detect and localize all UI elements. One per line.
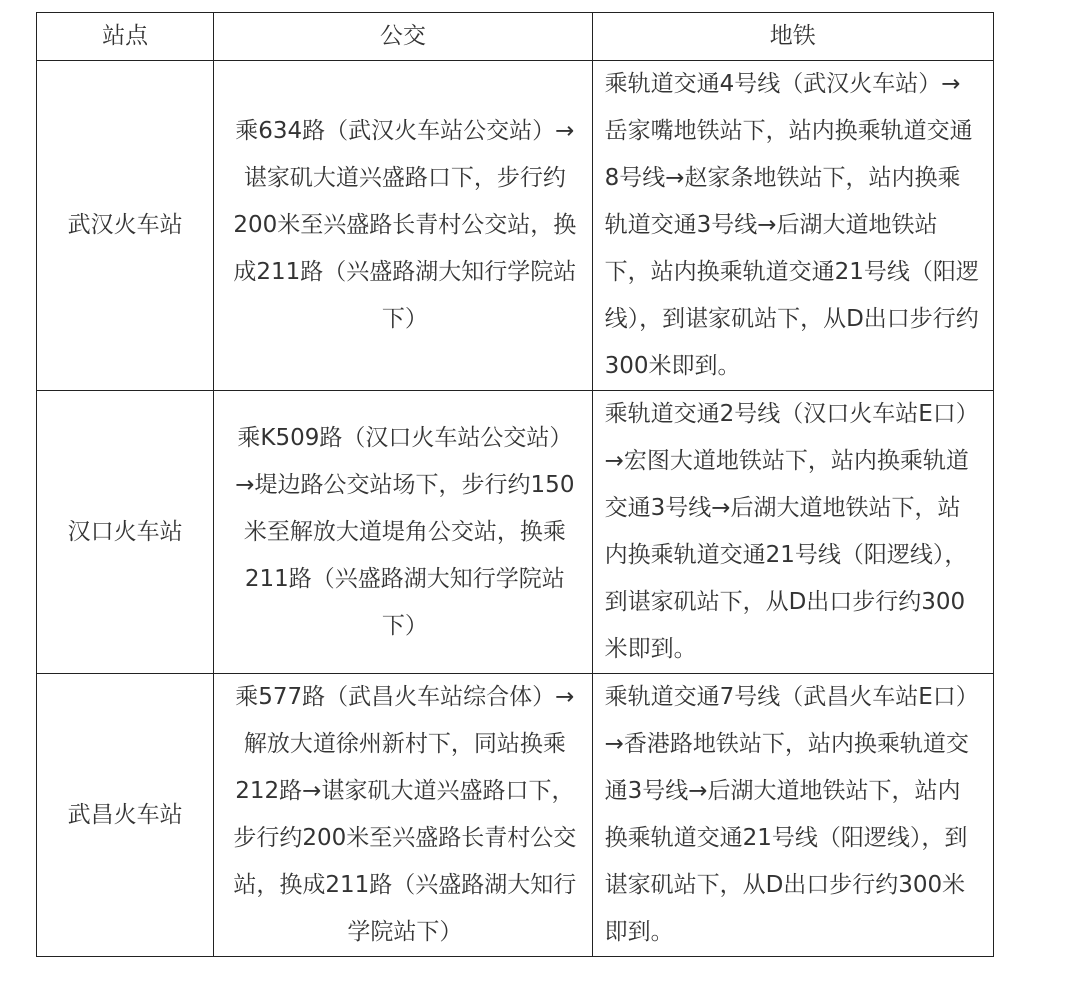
table-row xyxy=(37,61,994,391)
route-table xyxy=(36,12,994,957)
bus-route-text: 乘K509路（汉口火车站公交站）→堤边路公交站场下，步行约150米至解放大道堤角公交站，换乘211路（兴盛路湖大知行学院站下） xyxy=(235,424,575,639)
metro-route-cell xyxy=(592,674,993,957)
metro-route-cell xyxy=(592,61,993,391)
metro-route-cell xyxy=(592,391,993,674)
bus-route-cell xyxy=(214,391,592,674)
station-name: 武昌火车站 xyxy=(67,801,183,828)
metro-route-text: 乘轨道交通2号线（汉口火车站E口）→宏图大道地铁站下，站内换乘轨道交通3号线→后湖大道地铁站下，站内换乘轨道交通21号线（阳逻线），到谌家矶站下，从D出口步行约300米即到。 xyxy=(604,401,979,662)
station-cell xyxy=(37,61,214,391)
bus-route-text: 乘577路（武昌火车站综合体）→解放大道徐州新村下，同站换乘212路→谌家矶大道兴盛路口下，步行约200米至兴盛路长青村公交站，换成211路（兴盛路湖大知行学院站下） xyxy=(233,684,577,945)
bus-route-text: 乘634路（武汉火车站公交站）→ 谌家矶大道兴盛路口下，步行约200米至兴盛路长青村公交站，换成211路（兴盛路湖大知行学院站下） xyxy=(233,118,577,332)
bus-route-cell xyxy=(214,674,592,957)
bus-route-cell xyxy=(214,61,592,391)
header-bus: 公交 xyxy=(214,13,592,61)
metro-route-text: 乘轨道交通7号线（武昌火车站E口）→香港路地铁站下，站内换乘轨道交通3号线→后湖大道地铁站下，站内换乘轨道交通21号线（阳逻线），到谌家矶站下，从D出口步行约300米即到。 xyxy=(604,684,979,945)
station-name: 武汉火车站 xyxy=(67,212,183,238)
station-cell xyxy=(37,391,214,674)
metro-route-text: 乘轨道交通4号线（武汉火车站）→岳家嘴地铁站下，站内换乘轨道交通8号线→赵家条地铁站下，站内换乘轨道交通3号线→后湖大道地铁站下，站内换乘轨道交通21号线（阳逻线），到谌家矶站下，从D出口步行约300米即到。 xyxy=(604,71,979,379)
table-header xyxy=(37,13,994,61)
table-row xyxy=(37,674,994,957)
station-cell xyxy=(37,674,214,957)
station-name: 汉口火车站 xyxy=(67,518,183,545)
table-body xyxy=(37,61,994,957)
header-metro: 地铁 xyxy=(592,13,993,61)
header-station: 站点 xyxy=(37,13,214,61)
table-row xyxy=(37,391,994,674)
header-row xyxy=(37,13,994,61)
